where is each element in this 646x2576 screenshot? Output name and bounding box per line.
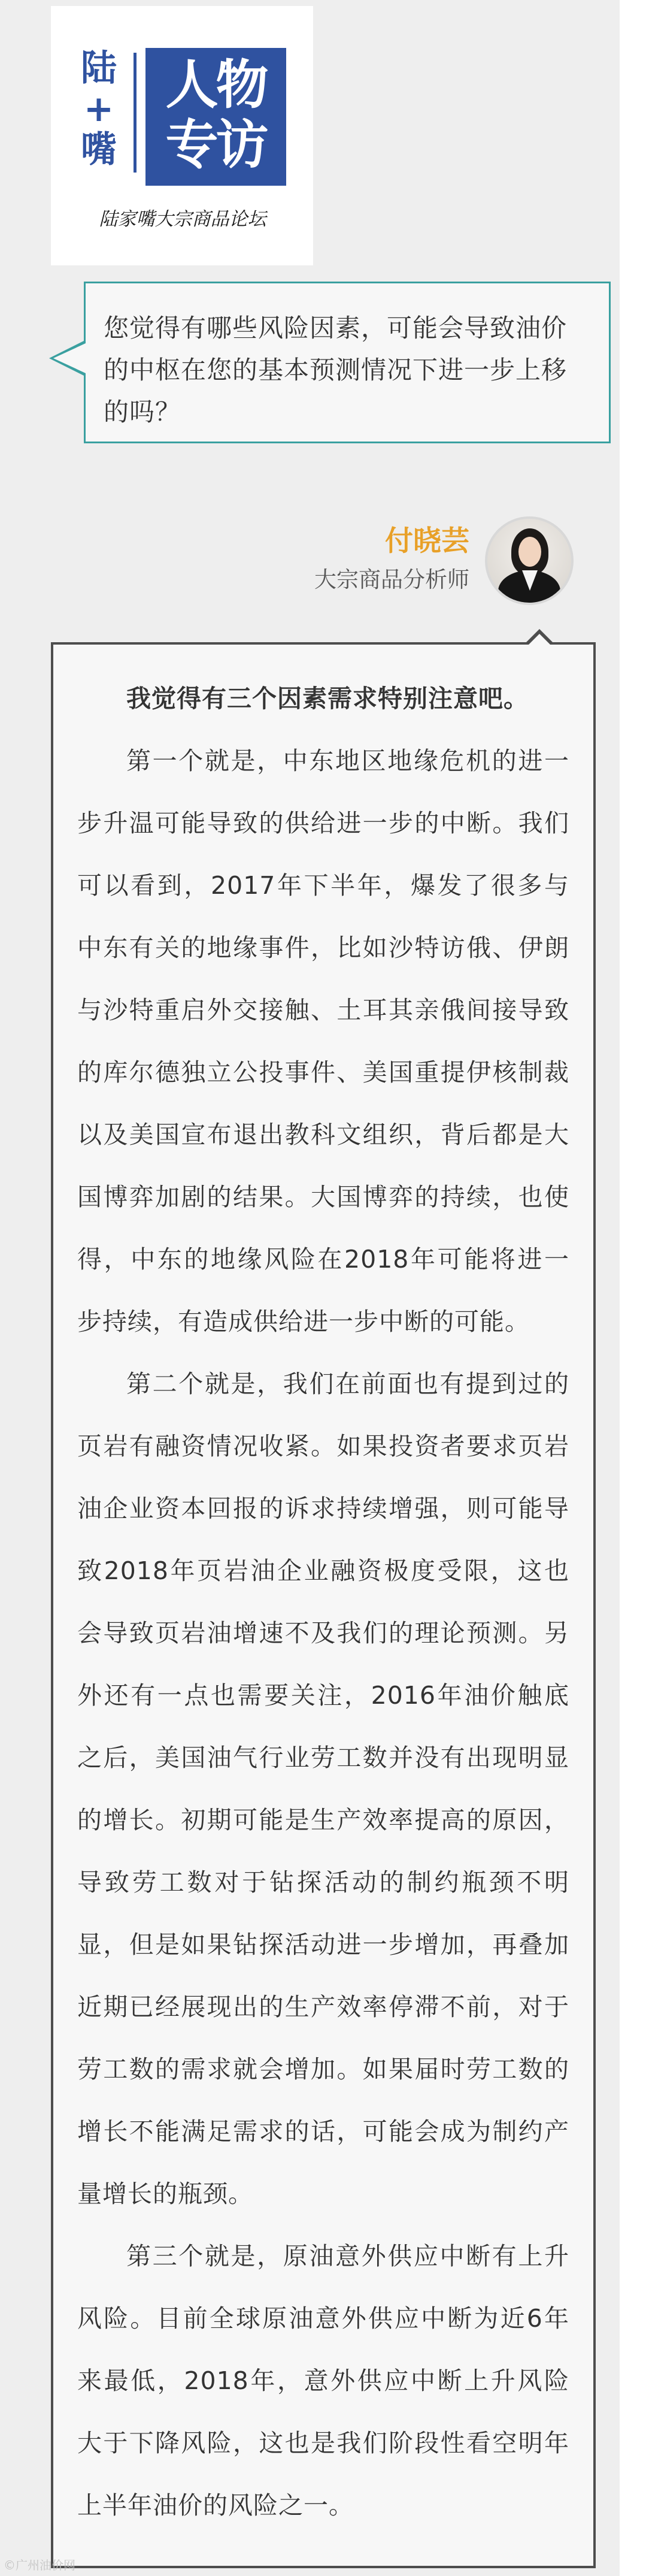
logo-caption: 陆家嘴大宗商品论坛: [99, 208, 266, 230]
avatar-shirt: [522, 570, 538, 591]
question-text: 您觉得有哪些风险因素，可能会导致油价的中枢在您的基本预测情况下进一步上移的吗？: [104, 313, 568, 427]
speaker-title: 大宗商品分析师: [314, 567, 469, 592]
logo-title-line1: 人物: [165, 54, 266, 116]
logo-title-box: [145, 48, 286, 186]
logo-title-line2: 专访: [165, 114, 266, 176]
answer-paragraph: 第一个就是，中东地区地缘危机的进一步升温可能导致的供给进一步的中断。我们可以看到，2017年下半年，爆发了很多与中东有关的地缘事件，比如沙特访俄、伊朗与沙特重启外交接触、土耳其亲俄间接导致的库尔德独立公投事件、美国重提伊核制裁以及美国宣布退出教科文组织，背后都是大国博弈加剧的结果。大国博弈的持续，也使得，中东的地缘风险在2018年可能将进一步持续，有造成供给进一步中断的可能。: [77, 746, 569, 1336]
logo-char: 嘴: [81, 129, 117, 171]
speaker-name: 付晓芸: [385, 525, 469, 558]
logo-divider: [134, 53, 137, 173]
answer-paragraph: 第二个就是，我们在前面也有提到过的页岩有融资情况收紧。如果投资者要求页岩油企业资本回报的诉求持续增强，则可能导致2018年页岩油企业融资极度受限，这也会导致页岩油增速不及我们的理论预测。另外还有一点也需要关注，2016年油价触底之后，美国油气行业劳工数并没有出现明显的增长。初期可能是生产效率提高的原因，导致劳工数对于钻探活动的制约瓶颈不明显，但是如果钻探活动进一步增加，再叠加近期已经展现出的生产效率停滞不前，对于劳工数的需求就会增加。如果届时劳工数的增长不能满足需求的话，可能会成为制约产量增长的瓶颈。: [77, 1369, 569, 2208]
question-bubble: [84, 282, 611, 443]
logo-char: +: [83, 88, 114, 130]
answer-box-tail-fill: [527, 634, 551, 646]
watermark: ©广州油价网: [4, 2558, 75, 2572]
logo-char: 陆: [81, 47, 117, 89]
logo-lujiazui-mark: [72, 48, 126, 170]
avatar-face: [518, 537, 541, 567]
answer-lead: 我觉得有三个因素需求特别注意吧。: [126, 684, 529, 713]
answer-paragraph: 第三个就是，原油意外供应中断有上升风险。目前全球原油意外供应中断为近6年来最低，2018年，意外供应中断上升风险大于下降风险，这也是我们阶段性看空明年上半年油价的风险之一。: [77, 2242, 569, 2520]
answer-box: [51, 642, 596, 2568]
question-bubble-tail-fill: [53, 343, 86, 373]
speaker-avatar: [485, 516, 574, 605]
interview-logo: [51, 6, 313, 265]
